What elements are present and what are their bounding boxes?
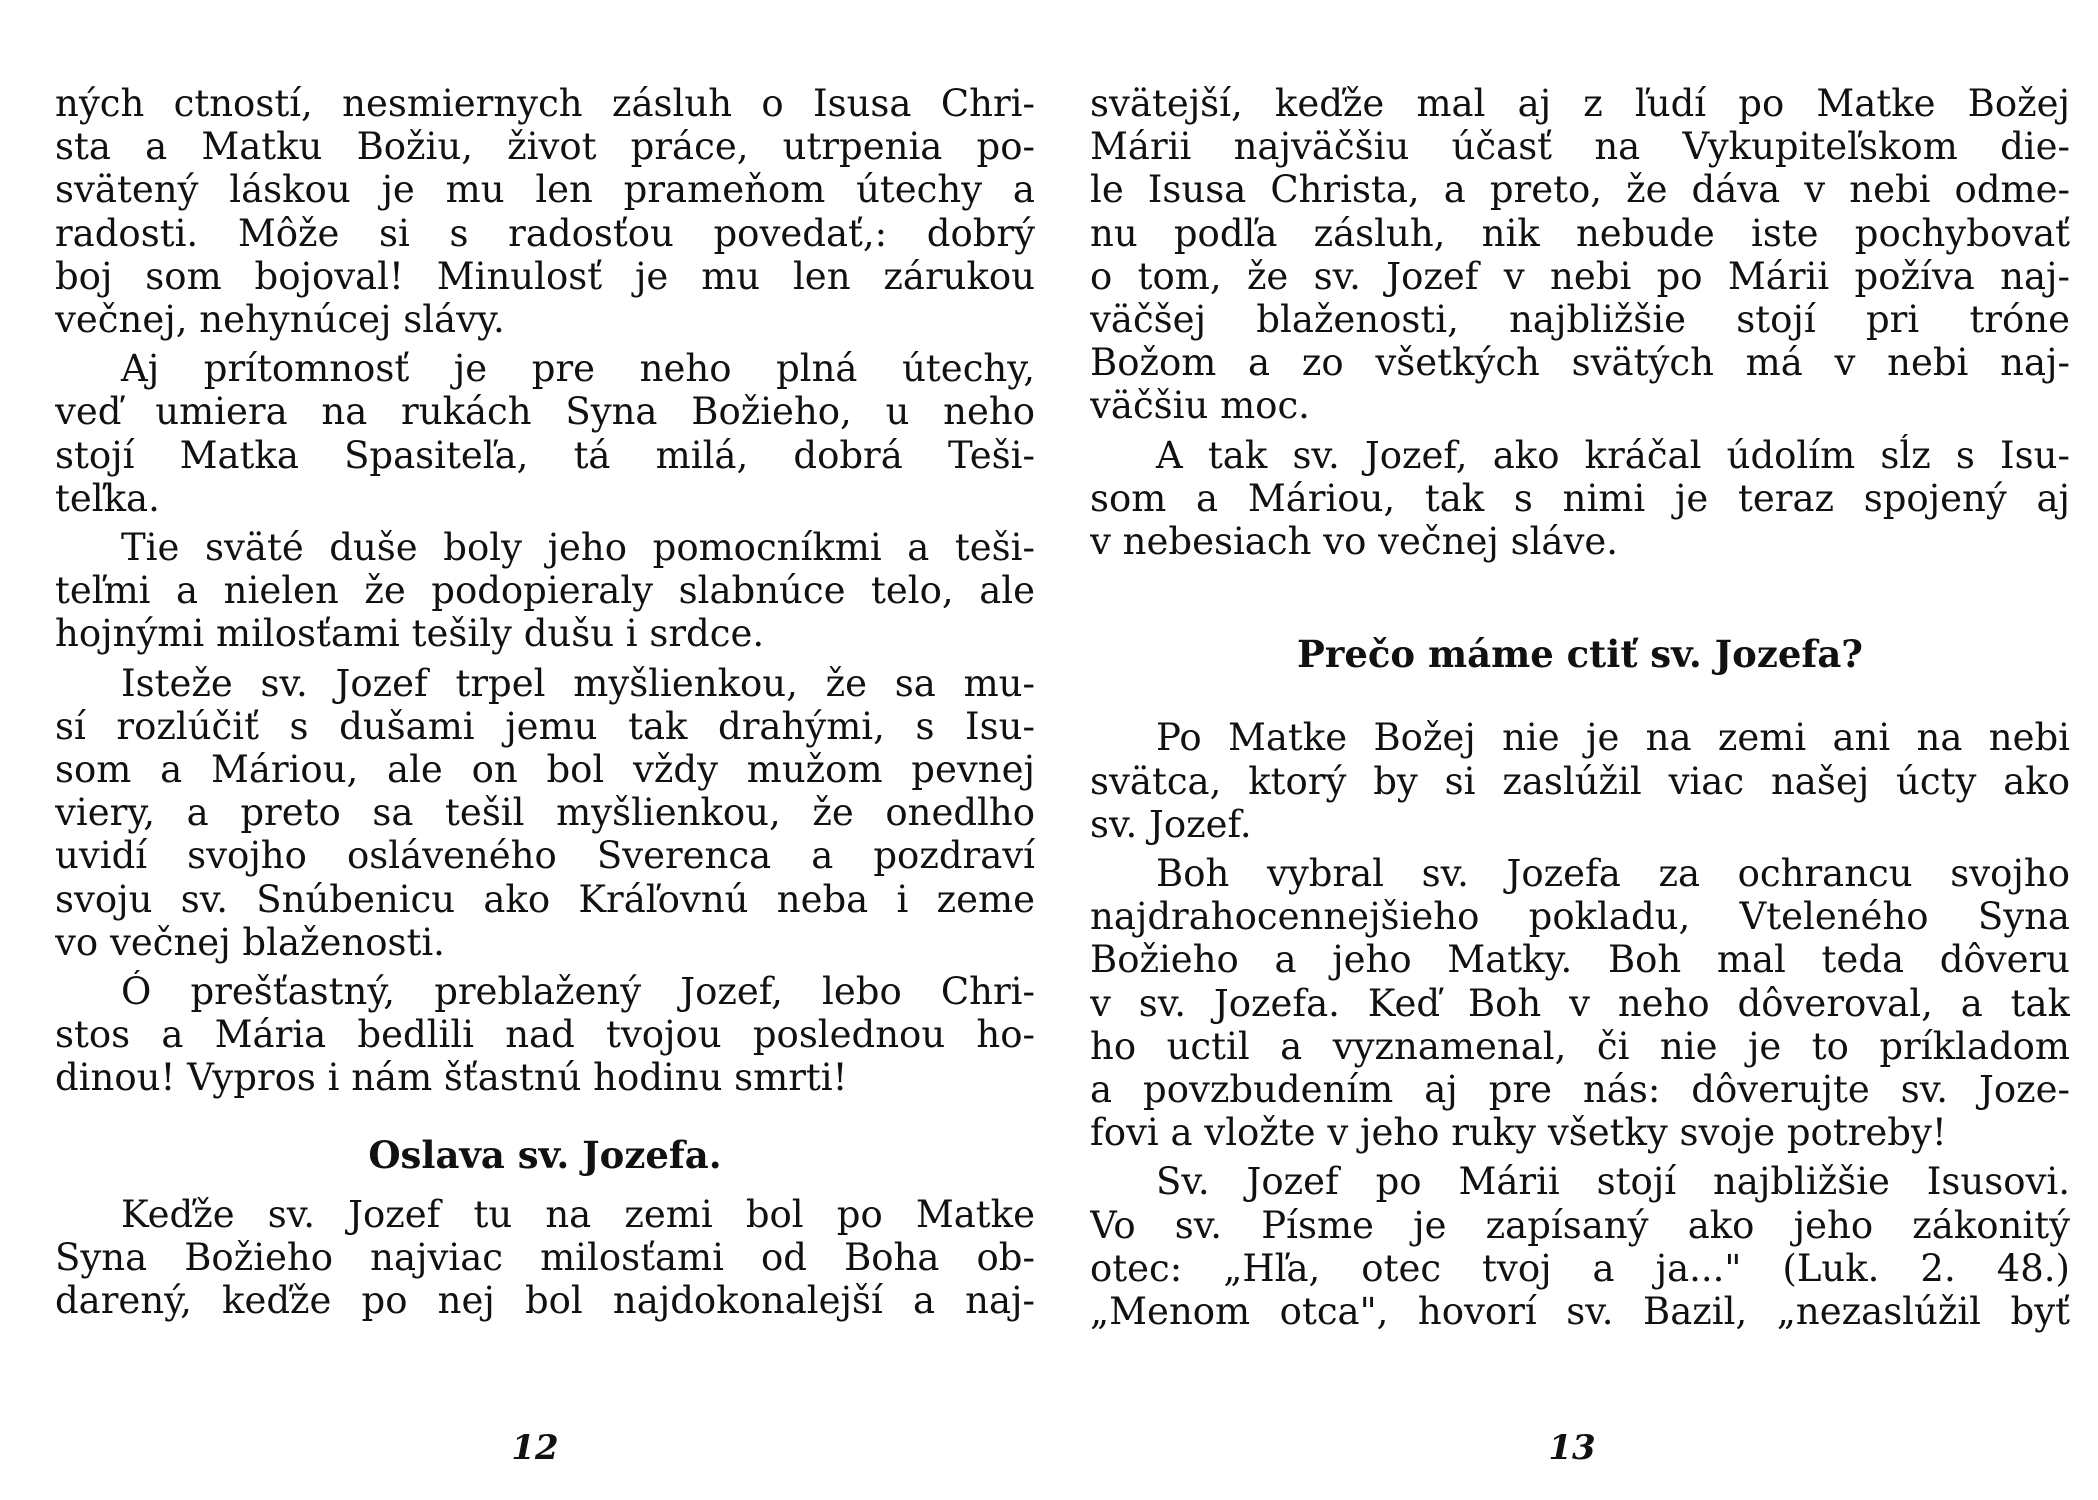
paragraph <box>1090 82 2070 428</box>
text-line: veď umiera na rukách Syna Božieho, u neho <box>55 390 1035 434</box>
text-line: ných ctností, nesmiernych zásluh o Isusa Chri- <box>55 82 1035 125</box>
text-line: boj som bojoval! Minulosť je mu len zárukou <box>55 254 1035 298</box>
paragraph <box>1090 434 2070 564</box>
text-line: sv. Jozef. <box>1090 802 1252 846</box>
text-line: svätený láskou je mu len prameňom útechy a <box>55 168 1035 212</box>
text-line: Márii najväčšiu účasť na Vykupiteľskom die- <box>1090 125 2070 169</box>
text-line: Božom a zo všetkých svätých má v nebi naj- <box>1090 341 2070 385</box>
text-line: stos a Mária bedlili nad tvojou poslednou ho- <box>55 1013 1035 1057</box>
text-line: najdrahocennejšieho pokladu, Vteleného Syna <box>1090 895 2070 939</box>
paragraph <box>55 347 1035 520</box>
text-line: a povzbudením aj pre nás: dôverujte sv. Joze- <box>1090 1068 2070 1112</box>
paragraph <box>55 82 1035 341</box>
text-line: v nebesiach vo večnej sláve. <box>1090 520 1619 564</box>
text-line: Ó prešťastný, preblažený Jozef, lebo Chri- <box>121 970 1035 1014</box>
text-line: Keďže sv. Jozef tu na zemi bol po Matke <box>121 1192 1035 1236</box>
text-line: otec: „Hľa, otec tvoj a ja..." (Luk. 2. 48.) <box>1090 1246 2070 1290</box>
text-line: Po Matke Božej nie je na zemi ani na nebi <box>1156 716 2070 760</box>
text-line: som a Máriou, tak s nimi je teraz spojený aj <box>1090 476 2070 520</box>
text-line: ho uctil a vyznamenal, či nie je to príkladom <box>1090 1024 2070 1068</box>
paragraph <box>1090 1160 2070 1333</box>
text-line: A tak sv. Jozef, ako kráčal údolím sĺz s Isu- <box>1156 433 2070 477</box>
text-line: v sv. Jozefa. Keď Boh v neho dôveroval, a tak <box>1090 981 2070 1025</box>
text-line: Božieho a jeho Matky. Boh mal teda dôveru <box>1090 938 2070 982</box>
text-line: sí rozlúčiť s dušami jemu tak drahými, s Isu- <box>55 704 1035 748</box>
text-line: fovi a vložte v jeho ruky všetky svoje potreby! <box>1090 1111 1947 1155</box>
text-line: nu podľa zásluh, nik nebude iste pochybovať <box>1090 211 2070 255</box>
text-line: teľmi a nielen že podopieraly slabnúce telo, ale <box>55 569 1035 613</box>
section-heading: Oslava sv. Jozefa. <box>368 1132 722 1177</box>
paragraph <box>1090 852 2070 1154</box>
paragraph <box>55 526 1035 656</box>
text-line: sta a Matku Božiu, život práce, utrpenia po- <box>55 125 1035 169</box>
text-line: Vo sv. Písme je zapísaný ako jeho zákonitý <box>1090 1203 2070 1247</box>
right-page <box>1090 82 2070 1482</box>
text-line: uvidí svojho osláveného Sverenca a pozdraví <box>55 834 1035 878</box>
text-line: hojnými milosťami tešily dušu i srdce. <box>55 612 765 656</box>
text-line: svätca, ktorý by si zaslúžil viac našej úcty ako <box>1090 759 2070 803</box>
text-line: svätejší, keďže mal aj z ľudí po Matke Božej <box>1090 82 2070 125</box>
text-line: Aj prítomnosť je pre neho plná útechy, <box>121 347 1035 391</box>
text-line: viery, a preto sa tešil myšlienkou, že onedlho <box>55 791 1035 835</box>
page-number: 12 <box>511 1428 559 1468</box>
text-line: stojí Matka Spasiteľa, tá milá, dobrá Teši- <box>55 433 1035 477</box>
text-line: o tom, že sv. Jozef v nebi po Márii požíva naj- <box>1090 254 2070 298</box>
text-line: väčšiu moc. <box>1090 384 1310 428</box>
text-line: vo večnej blaženosti. <box>55 920 445 964</box>
text-line: väčšej blaženosti, najbližšie stojí pri tróne <box>1090 298 2070 342</box>
left-page <box>55 82 1035 1482</box>
paragraph <box>55 662 1035 964</box>
text-line: Sv. Jozef po Márii stojí najbližšie Isusovi. <box>1156 1160 2070 1204</box>
text-line: Tie sväté duše boly jeho pomocníkmi a teši- <box>121 526 1035 570</box>
text-line: teľka. <box>55 476 160 520</box>
paragraph <box>1090 716 2070 846</box>
text-line: darený, keďže po nej bol najdokonalejší a naj- <box>55 1279 1035 1323</box>
text-line: Boh vybral sv. Jozefa za ochrancu svojho <box>1156 852 2070 896</box>
paragraph <box>55 970 1035 1100</box>
text-line: „Menom otca", hovorí sv. Bazil, „nezaslúžil byť <box>1090 1290 2070 1334</box>
section-heading: Prečo máme ctiť sv. Jozefa? <box>1297 632 1863 677</box>
text-line: svoju sv. Snúbenicu ako Kráľovnú neba i zeme <box>55 877 1035 921</box>
text-line: Isteže sv. Jozef trpel myšlienkou, že sa mu- <box>121 661 1035 705</box>
page-number: 13 <box>1548 1428 1596 1468</box>
text-line: večnej, nehynúcej slávy. <box>55 298 505 342</box>
text-line: le Isusa Christa, a preto, že dáva v nebi odme- <box>1090 168 2070 212</box>
text-line: dinou! Vypros i nám šťastnú hodinu smrti! <box>55 1056 848 1100</box>
text-line: som a Máriou, ale on bol vždy mužom pevnej <box>55 748 1035 792</box>
paragraph <box>55 1193 1035 1323</box>
text-line: radosti. Môže si s radosťou povedať,: dobrý <box>55 211 1035 255</box>
text-line: Syna Božieho najviac milosťami od Boha ob- <box>55 1236 1035 1280</box>
